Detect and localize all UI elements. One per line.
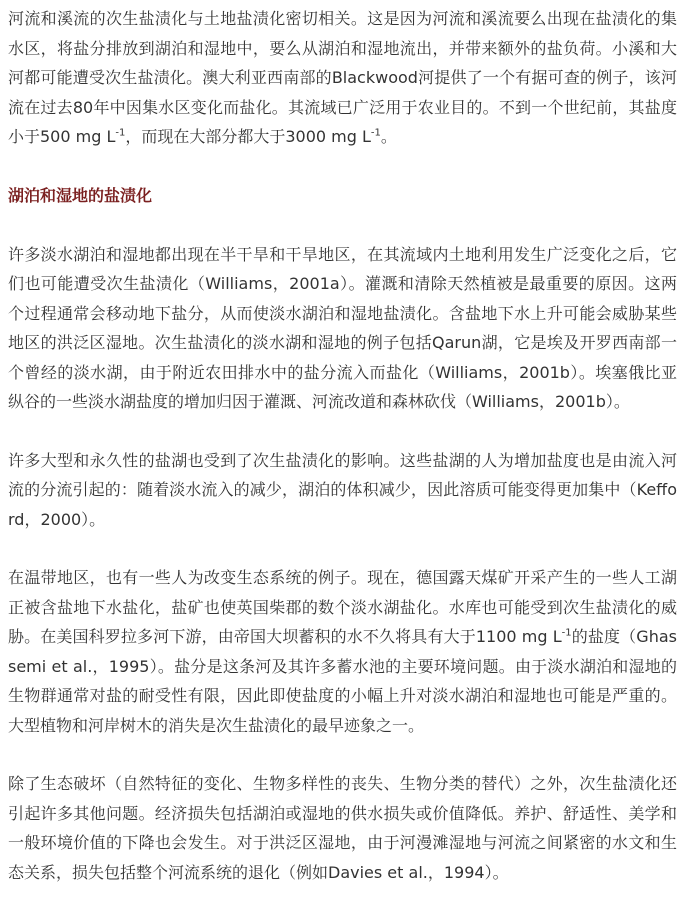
section-heading: 湖泊和湿地的盐渍化: [8, 185, 153, 205]
paragraph-text: ，而现在大部分都大于3000 mg L: [125, 127, 371, 146]
paragraph-spacer: [8, 534, 677, 563]
paragraph-spacer: [8, 417, 677, 446]
paragraph-other-problems: 除了生态破坏（自然特征的变化、生物多样性的丧失、生物分类的替代）之外，次生盐渍化还引起许多其他问题。经济损失包括湖泊或湿地的供水损失或价值降低。养护、舒适性、美学和一般环境价值的下降也会发生。对于洪泛区湿地，由于河漫滩湿地与河流之间紧密的水文和生态关系，损失包括整个河流系统的退化（例如Davies et al.，1994）。: [8, 774, 677, 882]
paragraph-text: 的盐度（Ghassemi et al.，1995）。盐分是这条河及其许多蓄水池的主要环境问题。由于淡水湖泊和湿地的生物群通常对盐的耐受性有限，因此即使盐度的小幅上升对淡水湖泊和湿地也可能是严重的。大型植物和河岸树木的消失是次生盐渍化的最早迹象之一。: [8, 627, 677, 735]
paragraph-spacer: [8, 740, 677, 769]
paragraph-text: 河流和溪流的次生盐渍化与土地盐渍化密切相关。这是因为河流和溪流要么出现在盐渍化的集水区，将盐分排放到湖泊和湿地中，要么从湖泊和湿地流出，并带来额外的盐负荷。小溪和大河都可能遭受次生盐渍化。澳大利亚西南部的Blackwood河提供了一个有据可查的例子，该河流在过去80年中因集水区变化而盐化。其流域已广泛用于农业目的。不到一个世纪前，其盐度小于500 mg L: [8, 9, 677, 146]
paragraph-spacer: [8, 152, 677, 181]
paragraph-spacer: [8, 211, 677, 240]
paragraph-temperate-regions: [8, 563, 677, 740]
unit-exponent: -1: [561, 627, 572, 639]
unit-exponent: -1: [370, 127, 381, 139]
unit-exponent: -1: [115, 127, 126, 139]
paragraph-freshwater-lakes: 许多淡水湖泊和湿地都出现在半干旱和干旱地区，在其流域内土地利用发生广泛变化之后，它们也可能遭受次生盐渍化（Williams，2001a）。灌溉和清除天然植被是最重要的原因。这两个过程通常会移动地下盐分，从而使淡水湖泊和湿地盐渍化。含盐地下水上升可能会威胁某些地区的洪泛区湿地。次生盐渍化的淡水湖和湿地的例子包括Qarun湖，它是埃及开罗西南部一个曾经的淡水湖，由于附近农田排水中的盐分流入而盐化（Williams，2001b）。埃塞俄比亚纵谷的一些淡水湖盐度的增加归因于灌溉、河流改道和森林砍伐（Williams，2001b）。: [8, 244, 677, 411]
paragraph-salt-lakes: 许多大型和永久性的盐湖也受到了次生盐渍化的影响。这些盐湖的人为增加盐度也是由流入河流的分流引起的：随着淡水流入的减少，湖泊的体积减少，因此溶质可能变得更加集中（Kefford，2000）。: [8, 450, 677, 529]
paragraph-river-salinization: [8, 4, 677, 152]
paragraph-text: 。: [380, 127, 397, 146]
paragraph-text: 在温带地区，也有一些人为改变生态系统的例子。现在，德国露天煤矿开采产生的一些人工湖正被含盐地下水盐化，盐矿也使英国柴郡的数个淡水湖盐化。水库也可能受到次生盐渍化的威胁。在美国科罗拉多河下游，由帝国大坝蓄积的水不久将具有大于1100 mg L: [8, 568, 677, 646]
